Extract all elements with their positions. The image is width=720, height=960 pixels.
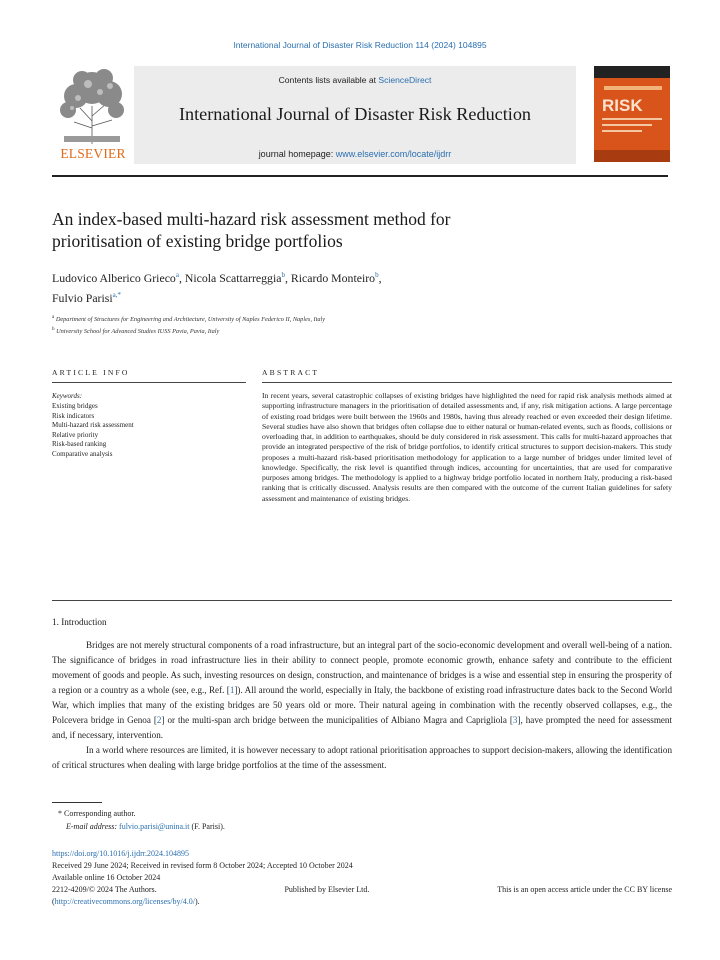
sciencedirect-link[interactable]: ScienceDirect — [378, 75, 432, 85]
author-list: Ludovico Alberico Grieco$^a$, Nicola Scattarreggia$^b$, Ricardo Monteiro$^b$, Fulvio Parisi$^{a,*}$ — [52, 270, 382, 305]
reference-link[interactable]: 1 — [229, 685, 235, 695]
cover-word: RISK — [602, 96, 643, 115]
header-rule — [52, 175, 668, 177]
keyword: Risk-based ranking — [52, 440, 107, 449]
author-affil-sup[interactable]: b — [281, 271, 285, 279]
keyword: Multi-hazard risk assessment — [52, 421, 134, 430]
footnote-rule — [52, 802, 102, 803]
article-title: An index-based multi-hazard risk assessment method for prioritisation of existing bridge portfolios — [52, 209, 451, 251]
homepage-link[interactable]: www.elsevier.com/locate/ijdrr — [335, 149, 452, 159]
keywords-label: Keywords: — [52, 392, 83, 400]
affiliations: $^a$ Department of Structures for Engineering and Architecture, University of Naples Federico II, Naples, Italy $^b$ University School for Advanced Studies IUSS Pavia, Pavia, Italy — [52, 315, 326, 336]
author-name[interactable]: Ludovico Alberico Grieco — [52, 270, 176, 285]
author-affil-sup[interactable]: a,* — [112, 290, 121, 299]
received-dates: Received 29 June 2024; Received in revised form 8 October 2024; Accepted 10 October 2024 — [52, 861, 353, 870]
contents-line: Contents lists available at ScienceDirect — [278, 75, 432, 85]
elsevier-wordmark: ELSEVIER — [60, 146, 126, 161]
reference-link[interactable]: 2 — [156, 715, 162, 725]
author-affil-sup[interactable]: b — [375, 271, 379, 279]
keyword: Risk indicators — [52, 411, 95, 420]
footnote: * Corresponding author. E-mail address: fulvio.parisi@unina.it (F. Parisi). — [58, 809, 225, 831]
abstract-rule-top — [262, 382, 672, 383]
author-name[interactable]: Fulvio Parisi — [52, 290, 113, 305]
article-info-label: ARTICLE INFO — [52, 368, 130, 377]
abstract-text: In recent years, several catastrophic collapses of existing bridges have highlighted the need for rapid risk analysis methods aimed at supporting infrastructure managers in the prioritisation of detailed assessments and, if any, risk mitigation actions. A large percentage of existing road bridges were built between the 1960s and 1980s, having thus already reached or even exceeded their design lifetime. Several studies have also shown that bridges often collapse due to either natural or human-related events, such as floods, collisions or overloading that, in addition to earthquakes, should be duly considered in risk assessment. This calls for multi-hazard approaches that provide an integrated perspective of the risk of bridge portfolios, to identify critical structures to support decision-makers. This study proposes a multi-hazard risk-based prioritisation methodology for application to a large number of bridges under limited level of knowledge. Specifically, the risk level is quantified through indices, accounting for uncertainties, that are used for comparative purposes among bridges. The methodology is applied to a highway bridge portfolio located in northern Italy, producing a risk-based ranking that is critically discussed. Analysis results are then compared with the outcome of the current Italian guidelines for safety assessment and maintenance of existing bridges. — [262, 391, 672, 503]
article-metadata: https://doi.org/10.1016/j.ijdrr.2024.104895 Received 29 June 2024; Received in revised form 8 October 2024; Accepted 10 October 2024 Available online 16 October 2024 2212-4209/© 2024 The Authors. Published by Elsevier Ltd. This is an open access article under the CC BY license (http://creativecommons.org/licenses/by/4.0/). — [52, 849, 672, 906]
license-link[interactable]: http://creativecommons.org/licenses/by/4.0/ — [54, 897, 195, 906]
homepage-line: journal homepage: www.elsevier.com/locate/ijdrr — [258, 149, 452, 159]
available-online: Available online 16 October 2024 — [52, 873, 161, 882]
author-name[interactable]: Ricardo Monteiro — [290, 270, 376, 285]
article-info-rule — [52, 382, 246, 383]
author-name[interactable]: Nicola Scattarreggia — [184, 270, 282, 285]
keywords-list — [52, 402, 134, 460]
paragraph: Bridges are not merely structural components of a road infrastructure, but an integral part of the socio-economic development and overall well-being of a nation. The significance of bridges in road infrastructure lies in their ability to connect people, promote economic growth, enhance safety and contribute to the efficient movement of goods and people. As such, investing resources on design, construction, and maintenance of bridges is a wise and essential step in ensuring the prosperity of a region or a country as a whole (see, e.g., Ref. [1]). All around the world, especially in Italy, the backbone of existing road infrastructure dates back to the Second World War, which implies that many of the existing bridges are 50 years old or more. Their natural ageing in combination with the recently observed collapses, e.g., the Polcevera bridge in Genoa [2] or the multi-span arch bridge between the municipalities of Albiano Magra and Caprigliola [3], have prompted the need for assessment and, if necessary, intervention. — [52, 640, 673, 740]
journal-reference[interactable]: International Journal of Disaster Risk Reduction 114 (2024) 104895 — [233, 40, 487, 50]
reference-link[interactable]: 3 — [512, 715, 518, 725]
section-heading-introduction: 1. Introduction — [52, 617, 107, 627]
author-affil-sup[interactable]: a — [175, 271, 179, 279]
abstract-label: ABSTRACT — [262, 368, 320, 377]
paragraph: In a world where resources are limited, it is however necessary to adopt rational prioritisation approaches to support decision-makers, allowing the identification of critical structures when dealing with large bridge portfolios at the time of the assessment. — [52, 745, 672, 770]
journal-cover-image[interactable] — [594, 66, 670, 162]
introduction-body — [52, 638, 672, 773]
license-line: 2212-4209/© 2024 The Authors. Published by Elsevier Ltd. This is an open access article under the CC BY license — [52, 885, 672, 894]
journal-title: International Journal of Disaster Risk Reduction — [178, 104, 532, 124]
abstract-rule-bottom — [52, 600, 672, 601]
email-link[interactable]: fulvio.parisi@unina.it — [119, 822, 190, 831]
keyword: Existing bridges — [52, 402, 98, 410]
doi-link[interactable]: https://doi.org/10.1016/j.ijdrr.2024.104895 — [52, 849, 189, 858]
keyword: Relative priority — [52, 430, 99, 439]
keyword: Comparative analysis — [52, 449, 113, 458]
